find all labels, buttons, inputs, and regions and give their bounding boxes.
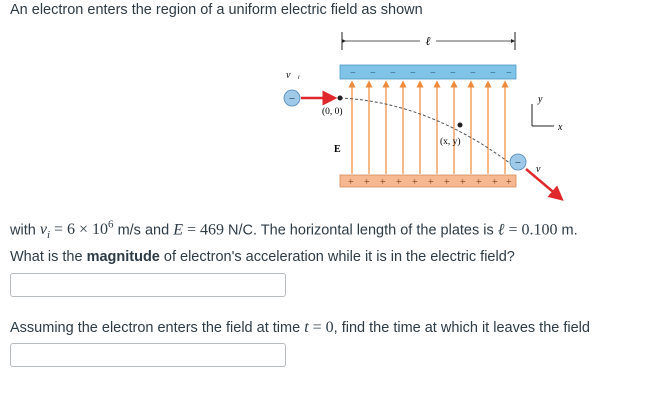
svg-text:+: + [444,177,450,188]
axes [532,94,563,133]
bottom-plate [340,175,516,188]
svg-text:−: − [450,68,456,79]
e-unit: N/C. The horizontal length of the plates is [224,222,498,239]
length-dimension [342,32,515,50]
given-values [10,219,578,242]
t-value: = 0 [308,319,334,336]
svg-text:y: y [538,94,543,105]
l-symbol: ℓ [497,221,505,239]
field-lines [352,84,505,174]
svg-text:−: − [288,93,296,105]
v-value: = 6 × 10 [50,221,109,239]
svg-text:−: − [350,68,356,79]
origin-point [338,96,343,101]
svg-text:−: − [430,68,436,79]
question-intro: An electron enters the region of a uniform electric field as shown [10,2,423,18]
svg-text:−: − [490,68,496,79]
svg-text:−: − [506,68,512,79]
svg-text:+: + [460,177,466,188]
electron-trajectory [340,98,515,167]
svg-text:+: + [476,177,482,188]
svg-text:−: − [410,68,416,79]
xy-point [458,123,463,128]
initial-velocity-label: v⃗ᵢ [286,70,300,81]
svg-text:x: x [558,122,563,133]
svg-text:+: + [396,177,402,188]
electric-field-diagram [270,22,590,206]
origin-label: (0, 0) [322,107,343,117]
e-symbol: E [173,221,183,239]
svg-text:−: − [514,157,522,169]
answer-input-time[interactable] [10,343,286,367]
v-symbol: v [39,221,47,239]
q1-emphasis: magnitude [86,249,160,265]
top-plate [340,65,516,79]
given-with: with [10,222,36,239]
svg-text:+: + [364,177,370,188]
exiting-electron [510,154,526,170]
question-2: Assuming the electron enters the field at time t = 0, find the time at which it leaves the field [10,319,590,336]
v-unit: m/s and [113,222,174,239]
svg-text:+: + [380,177,386,188]
svg-text:−: − [470,68,476,79]
field-label: E⃗ [334,144,349,155]
svg-text:+: + [492,177,498,188]
answer-input-acceleration[interactable] [10,273,286,297]
xy-label: (x, y) [440,137,461,147]
incoming-electron [284,90,300,106]
v-exponent: 6 [108,219,114,231]
t-symbol: t [304,319,309,336]
length-label: ℓ [425,34,431,48]
question-1: What is the magnitude of electron's acceleration while it is in the electric field? [10,249,515,265]
svg-text:−: − [370,68,376,79]
svg-text:+: + [428,177,434,188]
exit-velocity-label: v⃗ [536,164,549,175]
svg-text:+: + [412,177,418,188]
l-unit: m. [557,222,578,239]
e-value: = 469 [182,221,224,239]
l-value: = 0.100 [504,221,558,239]
svg-text:+: + [506,177,512,188]
svg-text:−: − [390,68,396,79]
v-subscript: i [46,229,50,242]
svg-text:+: + [348,177,354,188]
